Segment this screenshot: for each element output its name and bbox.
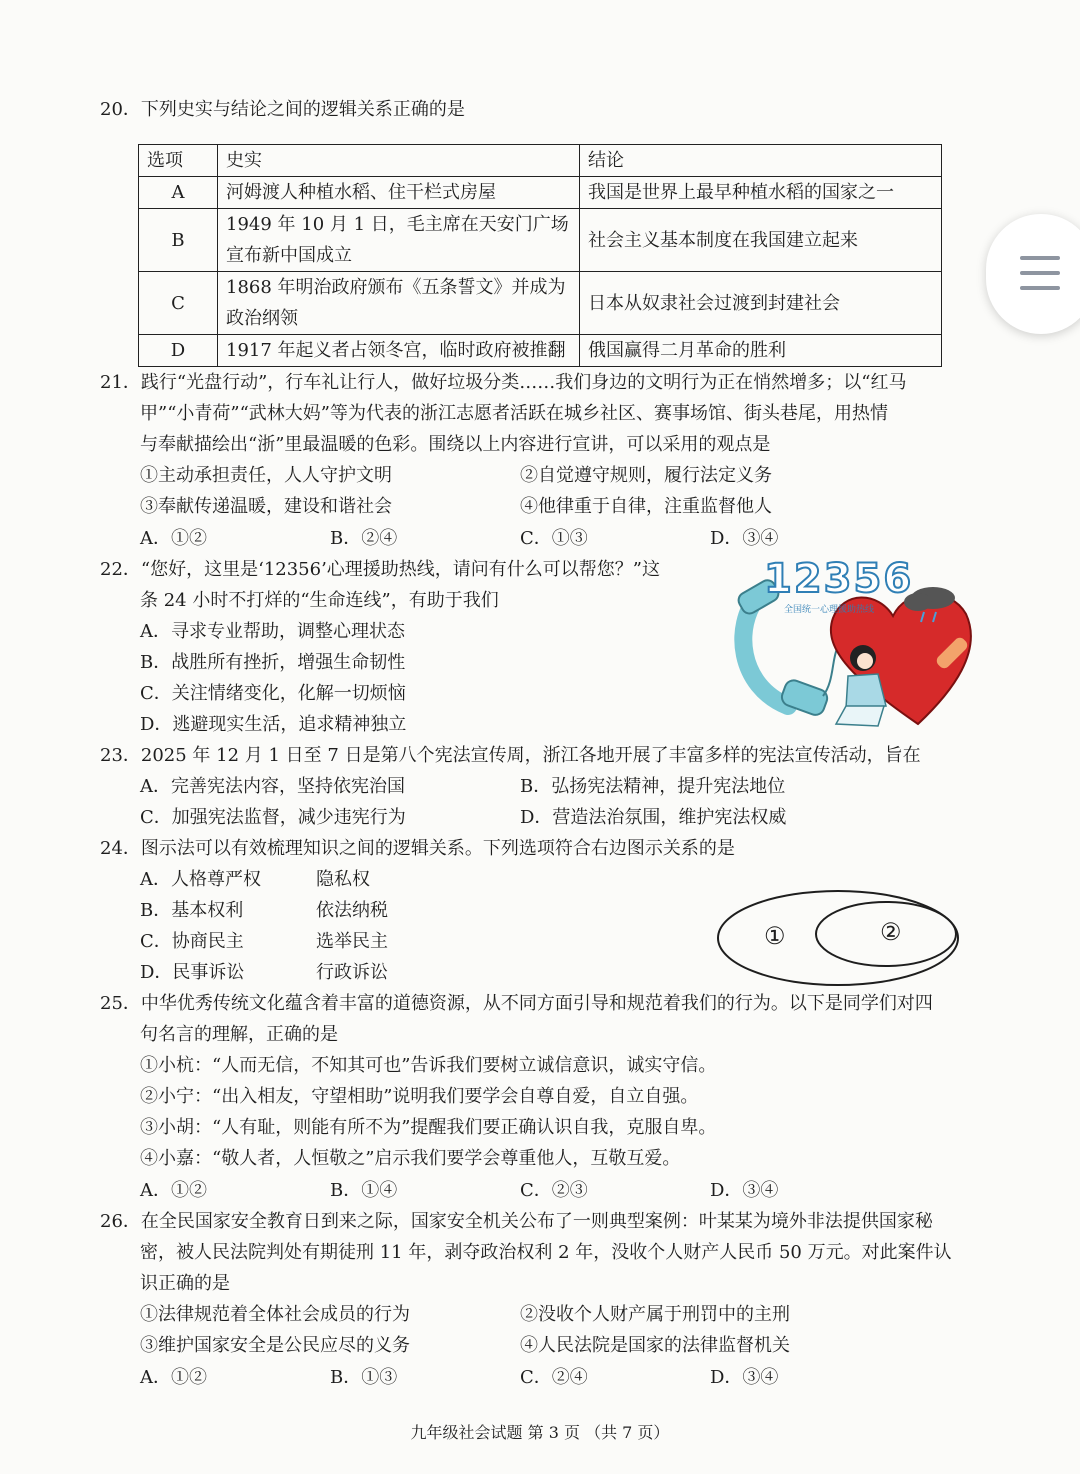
q21-stem-line: 21．践行“光盘行动”，行车礼让行人，做好垃圾分类……我们身边的文明行为正在悄然增多；以“红马 [100, 372, 907, 393]
q25-stem-line: 句名言的理解，正确的是 [140, 1024, 338, 1045]
q23-option-c: C．加强宪法监督，减少违宪行为 [140, 807, 406, 828]
table-row [139, 272, 942, 335]
q23-option-d: D．营造法治氛围，维护宪法权威 [520, 807, 787, 828]
hotline-caption: 全国统一心理援助热线 [784, 605, 875, 615]
table-cell-fact [218, 209, 580, 272]
q21-stem-line: 甲”“小青荷”“武林大妈”等为代表的浙江志愿者活跃在城乡社区、赛事场馆、街头巷尾，用热情 [140, 403, 889, 424]
table-cell-conclusion: 社会主义基本制度在我国建立起来 [580, 209, 942, 272]
outer-ellipse [718, 891, 958, 985]
q21-statement: ②自觉遵守规则，履行法定义务 [520, 465, 772, 486]
q23-option-a: A．完善宪法内容，坚持依宪治国 [140, 776, 405, 797]
q24-option-a: A．人格尊严权 [140, 869, 261, 890]
table-cell-conclusion: 我国是世界上最早种植水稻的国家之一 [580, 177, 942, 209]
q24-option-b: B．基本权利 [140, 900, 244, 921]
q25-option-b: B．①④ [330, 1180, 398, 1201]
q20-table [138, 144, 942, 367]
table-cell-conclusion: 俄国赢得二月革命的胜利 [580, 335, 942, 367]
q22-option-a: A．寻求专业帮助，调整心理状态 [140, 621, 405, 642]
floating-menu-button[interactable] [986, 214, 1080, 334]
table-cell-fact: 1917 年起义者占领冬宫，临时政府被推翻 [218, 335, 580, 367]
q22-stem-line: 22．“您好，这里是‘12356’心理援助热线，请问有什么可以帮您？”这 [100, 559, 661, 580]
table-row [139, 335, 942, 367]
table-header: 史实 [218, 145, 580, 177]
q25-statement: ③小胡：“人有耻，则能有所不为”提醒我们要正确认识自我，克服自卑。 [140, 1117, 717, 1138]
q26-option-c: C．②④ [520, 1367, 588, 1388]
q23-stem: 23．2025 年 12 月 1 日至 7 日是第八个宪法宣传周，浙江各地开展了丰富多样的宪法宣传活动，旨在 [100, 745, 921, 766]
q22-option-d: D．逃避现实生活，追求精神独立 [140, 714, 407, 735]
q22-stem-line: 条 24 小时不打烊的“生命连线”，有助于我们 [140, 590, 499, 611]
table-cell-fact [218, 272, 580, 335]
fact-line: 1868 年明治政府颁布《五条誓文》并成为 [226, 277, 566, 298]
outer-label: ① [764, 922, 786, 950]
q21-option-d: D．③④ [710, 528, 779, 549]
q26-stem-line: 识正确的是 [140, 1273, 230, 1294]
page-footer: 九年级社会试题 第 3 页 （共 7 页） [410, 1423, 670, 1442]
q21-stem-line: 与奉献描绘出“浙”里最温暖的色彩。围绕以上内容进行宣讲，可以采用的观点是 [140, 434, 771, 455]
table-header: 结论 [580, 145, 942, 177]
q24-option-d: D．民事诉讼 [140, 962, 245, 983]
fact-line: 1949 年 10 月 1 日，毛主席在天安门广场 [226, 214, 569, 235]
q21-statement: ③奉献传递温暖，建设和谐社会 [140, 496, 392, 517]
q22-option-c: C．关注情绪变化，化解一切烦恼 [140, 683, 406, 704]
table-cell-conclusion: 日本从奴隶社会过渡到封建社会 [580, 272, 942, 335]
table-cell-fact: 河姆渡人种植水稻、住干栏式房屋 [218, 177, 580, 209]
table-header: 选项 [139, 145, 218, 177]
hotline-illustration [728, 556, 990, 732]
q21-option-b: B．②④ [330, 528, 398, 549]
q25-option-d: D．③④ [710, 1180, 779, 1201]
table-cell-option: D [139, 335, 218, 367]
table-row [139, 177, 942, 209]
hotline-number: 12356 [764, 556, 914, 602]
q24-option-b-right: 依法纳税 [316, 900, 388, 921]
q26-statement: ②没收个人财产属于刑罚中的主刑 [520, 1304, 790, 1325]
q21-statement: ①主动承担责任，人人守护文明 [140, 465, 392, 486]
venn-diagram-shapes [716, 888, 962, 988]
q25-statement: ①小杭：“人而无信，不知其可也”告诉我们要树立诚信意识，诚实守信。 [140, 1055, 717, 1076]
q22-option-b: B．战胜所有挫折，增强生命韧性 [140, 652, 406, 673]
q26-option-b: B．①③ [330, 1367, 398, 1388]
table-header-row [139, 145, 942, 177]
q26-statement: ①法律规范着全体社会成员的行为 [140, 1304, 410, 1325]
q26-stem-line: 密，被人民法院判处有期徒刑 11 年，剥夺政治权利 2 年，没收个人财产人民币 50 万元。对此案件认 [140, 1242, 952, 1263]
q24-option-a-right: 隐私权 [316, 869, 370, 890]
fact-line: 政治纲领 [226, 308, 298, 329]
q25-statement: ②小宁：“出入相友，守望相助”说明我们要学会自尊自爱，自立自强。 [140, 1086, 699, 1107]
q25-option-a: A．①② [140, 1180, 207, 1201]
table-cell-option: B [139, 209, 218, 272]
q21-statement: ④他律重于自律，注重监督他人 [520, 496, 772, 517]
q21-option-a: A．①② [140, 528, 207, 549]
fact-line: 宣布新中国成立 [226, 245, 352, 266]
q20-stem: 20．下列史实与结论之间的逻辑关系正确的是 [100, 99, 465, 120]
table-cell-option: C [139, 272, 218, 335]
q21-option-c: C．①③ [520, 528, 588, 549]
q24-option-c-right: 选举民主 [316, 931, 388, 952]
q25-statement: ④小嘉：“敬人者，人恒敬之”启示我们要学会尊重他人，互敬互爱。 [140, 1148, 681, 1169]
q26-option-a: A．①② [140, 1367, 207, 1388]
q25-stem-line: 25．中华优秀传统文化蕴含着丰富的道德资源，从不同方面引导和规范着我们的行为。以下是同学们对四 [100, 993, 933, 1014]
q23-option-b: B．弘扬宪法精神，提升宪法地位 [520, 776, 786, 797]
q26-stem-line: 26．在全民国家安全教育日到来之际，国家安全机关公布了一则典型案例：叶某某为境外非法提供国家秘 [100, 1211, 933, 1232]
q24-option-c: C．协商民主 [140, 931, 244, 952]
q26-statement: ④人民法院是国家的法律监督机关 [520, 1335, 790, 1356]
q24-stem: 24．图示法可以有效梳理知识之间的逻辑关系。下列选项符合右边图示关系的是 [100, 838, 735, 859]
q26-statement: ③维护国家安全是公民应尽的义务 [140, 1335, 410, 1356]
table-cell-option: A [139, 177, 218, 209]
q26-option-d: D．③④ [710, 1367, 779, 1388]
table-row [139, 209, 942, 272]
inner-label: ② [880, 918, 902, 946]
q25-option-c: C．②③ [520, 1180, 588, 1201]
venn-diagram [716, 888, 962, 988]
q24-option-d-right: 行政诉讼 [316, 962, 388, 983]
